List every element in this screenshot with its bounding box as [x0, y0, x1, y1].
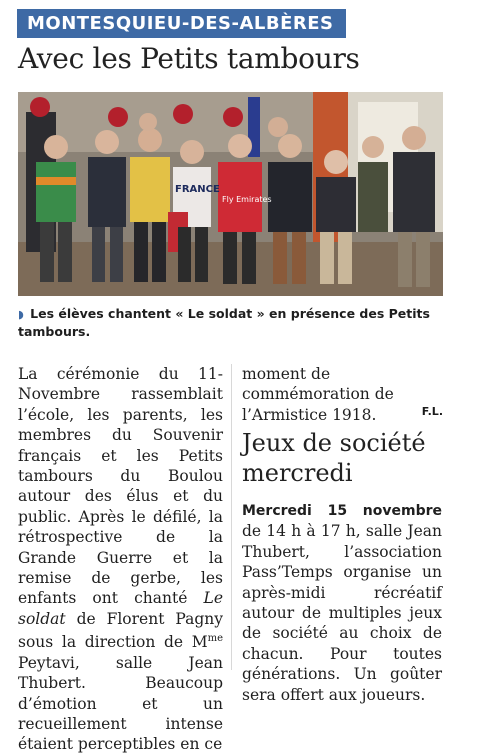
jersey-text-france: FRANCE [175, 184, 220, 195]
article2-title: Jeux de société mercredi [242, 429, 426, 487]
article1-text-1: La cérémonie du 11-Novembre rassemblait l’école, les parents, les membres du Souvenir français et les Petits tambours du Boulou autour des élus et du public. Après le défilé, la rétrospective de la Grande Guerre et la remise de gerbe, les enfants ont chanté [18, 365, 223, 608]
article2-body [242, 500, 442, 705]
photo-caption [18, 305, 443, 340]
article1-body [18, 364, 223, 755]
caption-marker-icon: ◗ [18, 308, 24, 321]
column-divider [231, 364, 232, 670]
article1-text-2: de Florent Pagny sous la direction de M [18, 609, 223, 652]
jersey-text-sponsor: Fly Emirates [222, 195, 272, 204]
article2-lead: Mercredi 15 novembre [242, 503, 442, 519]
article-headline: Avec les Petits tambours [18, 42, 360, 75]
article1-text-3: Peytavi, salle Jean Thubert. Beaucoup d’émotion et un recueillement intense étaient perceptibles en ce [18, 653, 223, 754]
section-kicker: MONTESQUIEU-DES-ALBÈRES [17, 9, 346, 38]
song-title: Le soldat [18, 589, 223, 628]
honorific: me [207, 633, 223, 645]
article1-continuation [242, 364, 442, 425]
article-photo [18, 92, 443, 296]
caption-text: Les élèves chantent « Le soldat » en présence des Petits tambours. [18, 306, 430, 339]
author-initials: F.L. [421, 405, 443, 418]
children-choir-photo [18, 92, 443, 296]
article1-continuation-text: moment de commémoration de l’Armistice 1918. [242, 365, 394, 424]
article2-text: de 14 h à 17 h, salle Jean Thubert, l’association Pass’Temps organise un après-midi récréatif autour de multiples jeux de société au choix de chacun. Pour toutes générations. Un goûter sera offert aux joueurs. [242, 522, 442, 704]
